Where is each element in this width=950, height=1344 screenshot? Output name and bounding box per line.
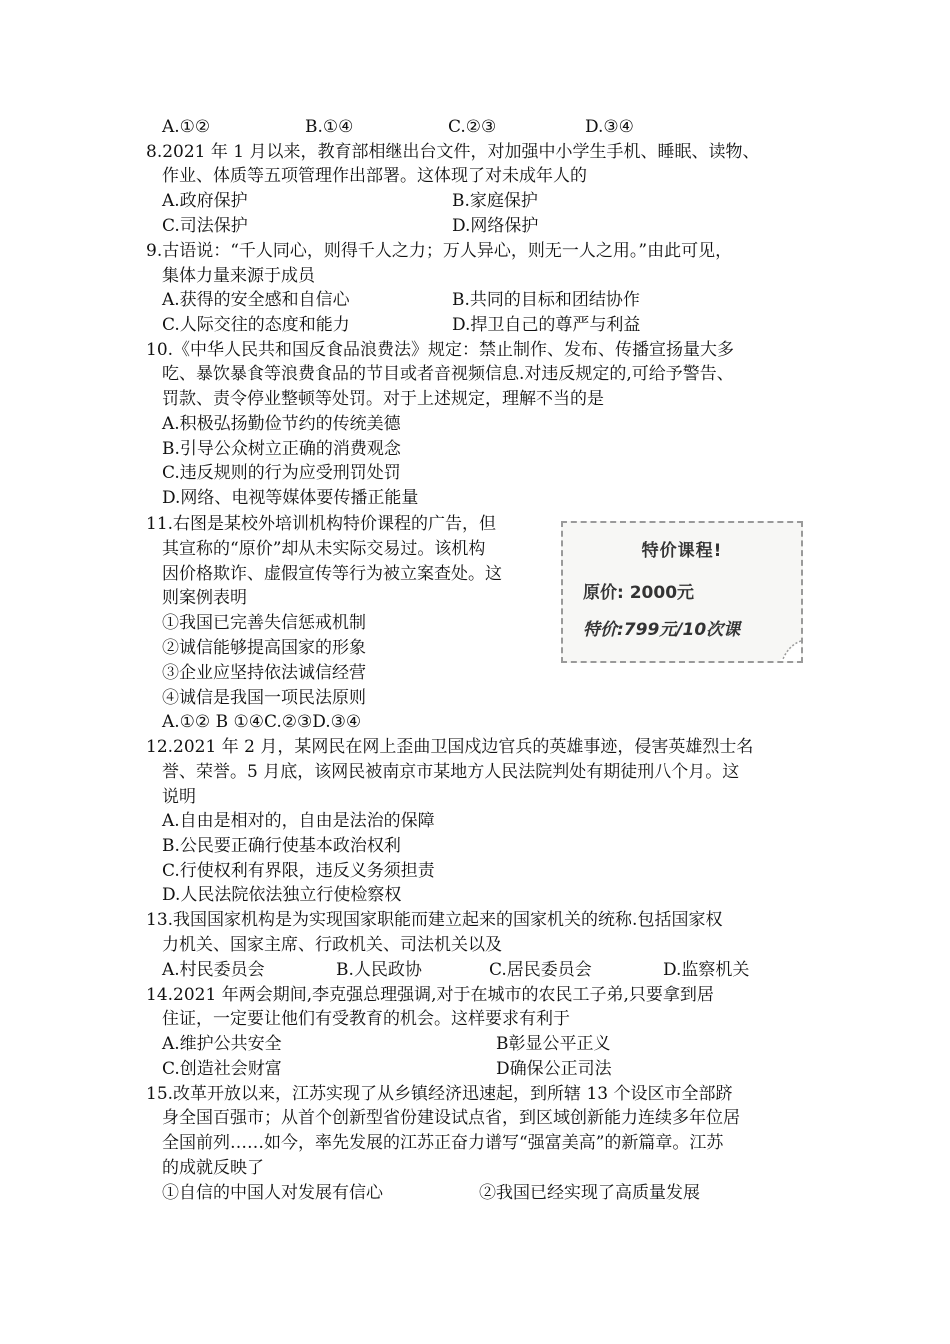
option-c: C.人际交往的态度和能力 [162,315,350,335]
question-stem-line: 住证，一定要让他们有受教育的机会。这样要求有利于 [162,1009,570,1029]
question-stem-line: 力机关、国家主席、行政机关、司法机关以及 [162,935,502,955]
statement-3: ③企业应坚持依法诚信经营 [162,663,366,683]
ad-original-price: 原价: 2000元 [583,583,695,603]
question-stem-line: 8.2021 年 1 月以来，教育部相继出台文件，对加强中小学生手机、睡眠、读物、 [146,142,760,162]
question-stem-line: 12.2021 年 2 月，某网民在网上歪曲卫国戍边官兵的英雄事迹，侵害英雄烈士名 [146,737,754,757]
question-stem-line: 罚款、责令停业整顿等处罚。对于上述规定，理解不当的是 [162,389,604,409]
question-stem-line: 的成就反映了 [162,1158,264,1178]
option-a: A.村民委员会 [162,960,265,980]
option-d: D.捍卫自己的尊严与利益 [452,315,641,335]
option-a: A.维护公共安全 [162,1034,282,1054]
option-c: C.司法保护 [162,216,248,236]
option-d: D.网络保护 [452,216,539,236]
question-stem-line: 身全国百强市；从首个创新型省份建设试点省，到区域创新能力连续多年位居 [162,1108,740,1128]
statement-2: ②我国已经实现了高质量发展 [479,1183,700,1203]
option-a: A.自由是相对的，自由是法治的保障 [162,811,435,831]
option-b: B.人民政协 [336,960,422,980]
option-c: C.行使权利有界限，违反义务须担责 [162,861,435,881]
option-c: C.创造社会财富 [162,1059,282,1079]
option-d: D.人民法院依法独立行使检察权 [162,885,402,905]
question-stem-line: 因价格欺诈、虚假宣传等行为被立案查处。这 [162,564,502,584]
question-stem-line: 作业、体质等五项管理作出部署。这体现了对未成年人的 [162,166,587,186]
option-a: A.①② [162,117,211,137]
option-d: D.③④ [585,117,634,137]
page-curl-icon [779,639,801,661]
question-stem-line: 说明 [162,787,196,807]
question-stem-line: 11.右图是某校外培训机构特价课程的广告，但 [146,514,497,534]
option-b: B.家庭保护 [452,191,538,211]
question-stem-line: 誉、荣誉。5 月底，该网民被南京市某地方人民法院判处有期徒刑八个月。这 [162,762,740,782]
question-stem-line: 则案例表明 [162,588,247,608]
option-b: B.公民要正确行使基本政治权利 [162,836,401,856]
option-c: C.违反规则的行为应受刑罚处罚 [162,463,401,483]
statement-4: ④诚信是我国一项民法原则 [162,688,366,708]
ad-title: 特价课程! [641,541,723,561]
option-b: B彰显公平正义 [496,1034,611,1054]
ad-special-price: 特价:799元/10次课 [583,620,741,640]
statement-1: ①自信的中国人对发展有信心 [162,1183,383,1203]
option-c: C.居民委员会 [489,960,592,980]
statement-1: ①我国已完善失信惩戒机制 [162,613,366,633]
question-stem-line: 全国前列……如今，率先发展的江苏正奋力谱写“强富美高”的新篇章。江苏 [162,1133,724,1153]
option-b: B.共同的目标和团结协作 [452,290,640,310]
option-d: D确保公正司法 [496,1059,612,1079]
question-stem-line: 13.我国国家机构是为实现国家职能而建立起来的国家机关的统称.包括国家权 [146,910,723,930]
course-ad-image [561,521,803,663]
option-a: A.积极弘扬勤俭节约的传统美德 [162,414,401,434]
option-a: A.政府保护 [162,191,248,211]
option-c: C.②③ [448,117,497,137]
question-stem-line: 其宣称的“原价”却从未实际交易过。该机构 [162,539,486,559]
option-a: A.获得的安全感和自信心 [162,290,350,310]
answer-options: A.①② B ①④C.②③D.③④ [162,712,362,732]
statement-2: ②诚信能够提高国家的形象 [162,638,366,658]
option-d: D.监察机关 [663,960,750,980]
question-stem-line: 9.古语说：“千人同心，则得千人之力；万人异心，则无一人之用。”由此可见， [146,241,733,261]
question-stem-line: 14.2021 年两会期间,李克强总理强调,对于在城市的农民工子弟,只要拿到居 [146,985,714,1005]
question-stem-line: 集体力量来源于成员 [162,266,315,286]
option-b: B.引导公众树立正确的消费观念 [162,439,401,459]
option-d: D.网络、电视等媒体要传播正能量 [162,488,419,508]
question-stem-line: 吃、暴饮暴食等浪费食品的节目或者音视频信息.对违反规定的,可给予警告、 [162,364,734,384]
question-stem-line: 10.《中华人民共和国反食品浪费法》规定：禁止制作、发布、传播宣扬量大多 [146,340,735,360]
option-b: B.①④ [305,117,354,137]
question-stem-line: 15.改革开放以来，江苏实现了从乡镇经济迅速起，到所辖 13 个设区市全部跻 [146,1084,733,1104]
